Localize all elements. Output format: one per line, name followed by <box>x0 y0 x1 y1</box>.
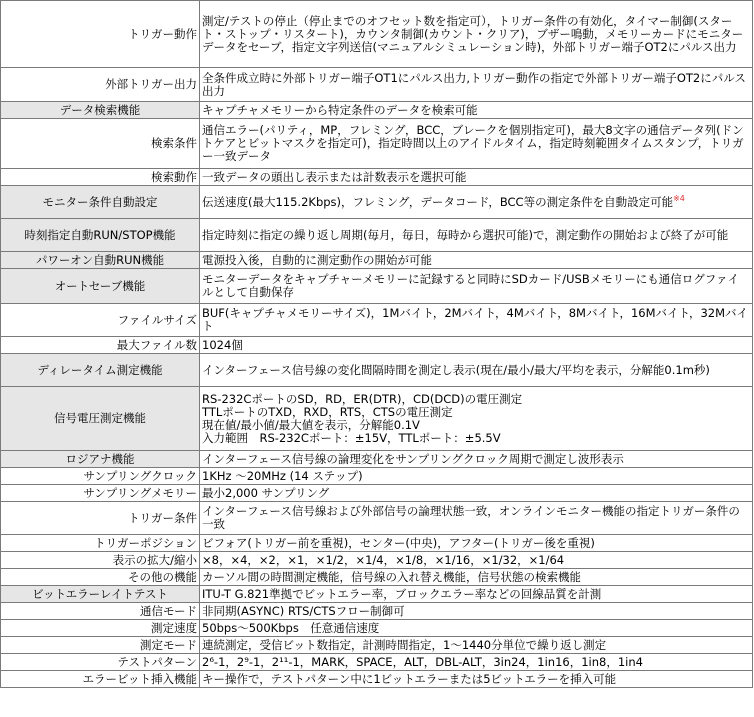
table-row <box>1 219 753 252</box>
table-row <box>1 535 753 552</box>
table-row <box>1 1 753 68</box>
row-value-trigger-condition: インターフェース信号線および外部信号の論理状態一致，オンラインモニター機能の指定トリガー条件の一致 <box>200 502 753 535</box>
table-row <box>1 603 753 620</box>
row-label-external-trigger: 外部トリガー出力 <box>1 68 200 102</box>
table-row <box>1 468 753 485</box>
row-label-sampling-clock: サンプリングクロック <box>1 468 200 485</box>
row-value-power-on-run: 電源投入後，自動的に測定動作の開始が可能 <box>200 252 753 269</box>
row-label-error-insert: エラービット挿入機能 <box>1 671 200 688</box>
row-label-auto-monitor-setting: モニター条件自動設定 <box>1 186 200 219</box>
row-label-search-condition: 検索条件 <box>1 119 200 169</box>
row-value-test-pattern: 2⁶-1，2⁹-1，2¹¹-1，MARK，SPACE，ALT，DBL-ALT，3in24，1in16，1in8，1in4 <box>200 654 753 671</box>
table-row <box>1 552 753 569</box>
row-label-display-zoom: 表示の拡大/縮小 <box>1 552 200 569</box>
row-value-sampling-memory: 最小2,000 サンプリング <box>200 485 753 502</box>
row-label-sampling-memory: サンプリングメモリー <box>1 485 200 502</box>
row-value-delay-time: インターフェース信号線の変化間隔時間を測定し表示(現在/最小/最大/平均を表示，分解能0.1m秒) <box>200 354 753 387</box>
table-row <box>1 186 753 219</box>
row-value-external-trigger: 全条件成立時に外部トリガー端子OT1にパルス出力,トリガー動作の指定で外部トリガー端子OT2にパルス出力 <box>200 68 753 102</box>
table-row <box>1 387 753 451</box>
table-row <box>1 637 753 654</box>
row-value-display-zoom: ×8，×4，×2，×1，×1/2，×1/4，×1/8，×1/16，×1/32，×1/64 <box>200 552 753 569</box>
table-row <box>1 304 753 337</box>
row-label-delay-time: ディレータイム測定機能 <box>1 354 200 387</box>
table-row <box>1 337 753 354</box>
table-row <box>1 451 753 468</box>
table-row <box>1 119 753 169</box>
row-label-data-search: データ検索機能 <box>1 102 200 119</box>
row-label-timed-run-stop: 時刻指定自動RUN/STOP機能 <box>1 219 200 252</box>
row-label-max-files: 最大ファイル数 <box>1 337 200 354</box>
table-row <box>1 269 753 304</box>
row-value-trigger-position: ビフォア(トリガー前を重視)，センター(中央)，アフター(トリガー後を重視) <box>200 535 753 552</box>
row-label-logic-analyzer: ロジアナ機能 <box>1 451 200 468</box>
row-label-measure-mode: 測定モード <box>1 637 200 654</box>
row-value-max-files: 1024個 <box>200 337 753 354</box>
row-value-auto-save: モニターデータをキャプチャーメモリーに記録すると同時にSDカード/USBメモリーにも通信ログファイルとして自動保存 <box>200 269 753 304</box>
table-row <box>1 102 753 119</box>
row-value-timed-run-stop: 指定時刻に指定の繰り返し周期(毎月，毎日，毎時から選択可能)で，測定動作の開始および終了が可能 <box>200 219 753 252</box>
row-value-measure-speed: 50bps～500Kbps 任意通信速度 <box>200 620 753 637</box>
row-value-other-functions: カーソル間の時間測定機能，信号線の入れ替え機能，信号状態の検索機能 <box>200 569 753 586</box>
row-value-search-action: 一致データの頭出し表示または計数表示を選択可能 <box>200 169 753 186</box>
row-label-trigger-condition: トリガー条件 <box>1 502 200 535</box>
row-label-trigger-action: トリガー動作 <box>1 1 200 68</box>
table-row <box>1 68 753 102</box>
row-label-other-functions: その他の機能 <box>1 569 200 586</box>
row-value-file-size: BUF(キャプチャメモリーサイズ)，1Mバイト，2Mバイト，4Mバイト，8Mバイト，16Mバイト，32Mバイト <box>200 304 753 337</box>
row-label-trigger-position: トリガーポジション <box>1 535 200 552</box>
table-row <box>1 169 753 186</box>
table-row <box>1 354 753 387</box>
table-row <box>1 671 753 688</box>
row-value-auto-monitor-setting: 伝送速度(最大115.2Kbps)，フレミング，データコード，BCC等の測定条件を自動設定可能$^{※4}$ <box>200 186 753 219</box>
row-value-logic-analyzer: インターフェース信号線の論理変化をサンプリングクロック周期で測定し波形表示 <box>200 451 753 468</box>
row-label-test-pattern: テストパターン <box>1 654 200 671</box>
footnote-marker: ※4 <box>673 193 685 203</box>
row-value-sampling-clock: 1KHz ～20MHz (14 ステップ) <box>200 468 753 485</box>
row-label-power-on-run: パワーオン自動RUN機能 <box>1 252 200 269</box>
row-value-measure-mode: 連続測定，受信ビット数指定，計測時間指定，1～1440分単位で繰り返し測定 <box>200 637 753 654</box>
table-row <box>1 620 753 637</box>
row-value-comm-mode: 非同期(ASYNC) RTS/CTSフロー制御可 <box>200 603 753 620</box>
row-label-comm-mode: 通信モード <box>1 603 200 620</box>
row-label-auto-save: オートセーブ機能 <box>1 269 200 304</box>
table-row <box>1 502 753 535</box>
row-label-bert: ビットエラーレイトテスト <box>1 586 200 603</box>
table-row <box>1 586 753 603</box>
table-row <box>1 485 753 502</box>
row-value-error-insert: キー操作で，テストパターン中に1ビットエラーまたは5ビットエラーを挿入可能 <box>200 671 753 688</box>
row-label-search-action: 検索動作 <box>1 169 200 186</box>
row-value-bert: ITU-T G.821準拠でビットエラー率，ブロックエラー率などの回線品質を計測 <box>200 586 753 603</box>
row-value-voltage-measure: RS-232CポートのSD，RD，ER(DTR)，CD(DCD)の電圧測定 TTLポートのTXD，RXD，RTS，CTSの電圧測定 現在値/最小値/最大値を表示，分解能0.1V 入力範囲 RS-232Cポート：±15V，TTLポート：±5.5V <box>200 387 753 451</box>
table-row <box>1 654 753 671</box>
row-label-measure-speed: 測定速度 <box>1 620 200 637</box>
table-row <box>1 252 753 269</box>
row-label-file-size: ファイルサイズ <box>1 304 200 337</box>
row-value-search-condition: 通信エラー(パリティ，MP，フレミング，BCC，ブレークを個別指定可)，最大8文字の通信データ列(ドントケアとビットマスクを指定可)，指定時間以上のアイドルタイム，指定時刻範囲タイムスタンプ，トリガー一致データ <box>200 119 753 169</box>
row-label-voltage-measure: 信号電圧測定機能 <box>1 387 200 451</box>
row-value-data-search: キャプチャメモリーから特定条件のデータを検索可能 <box>200 102 753 119</box>
table-row <box>1 569 753 586</box>
row-value-trigger-action: 測定/テストの停止（停止までのオフセット数を指定可），トリガー条件の有効化，タイマー制御(スタート・ストップ・リスタート)，カウンタ制御(カウント・クリア)，ブザー鳴動，メモリーカードにモニターデータをセーブ，指定文字列送信(マニュアルシミュレーション時)，外部トリガー端子OT2にパルス出力 <box>200 1 753 68</box>
